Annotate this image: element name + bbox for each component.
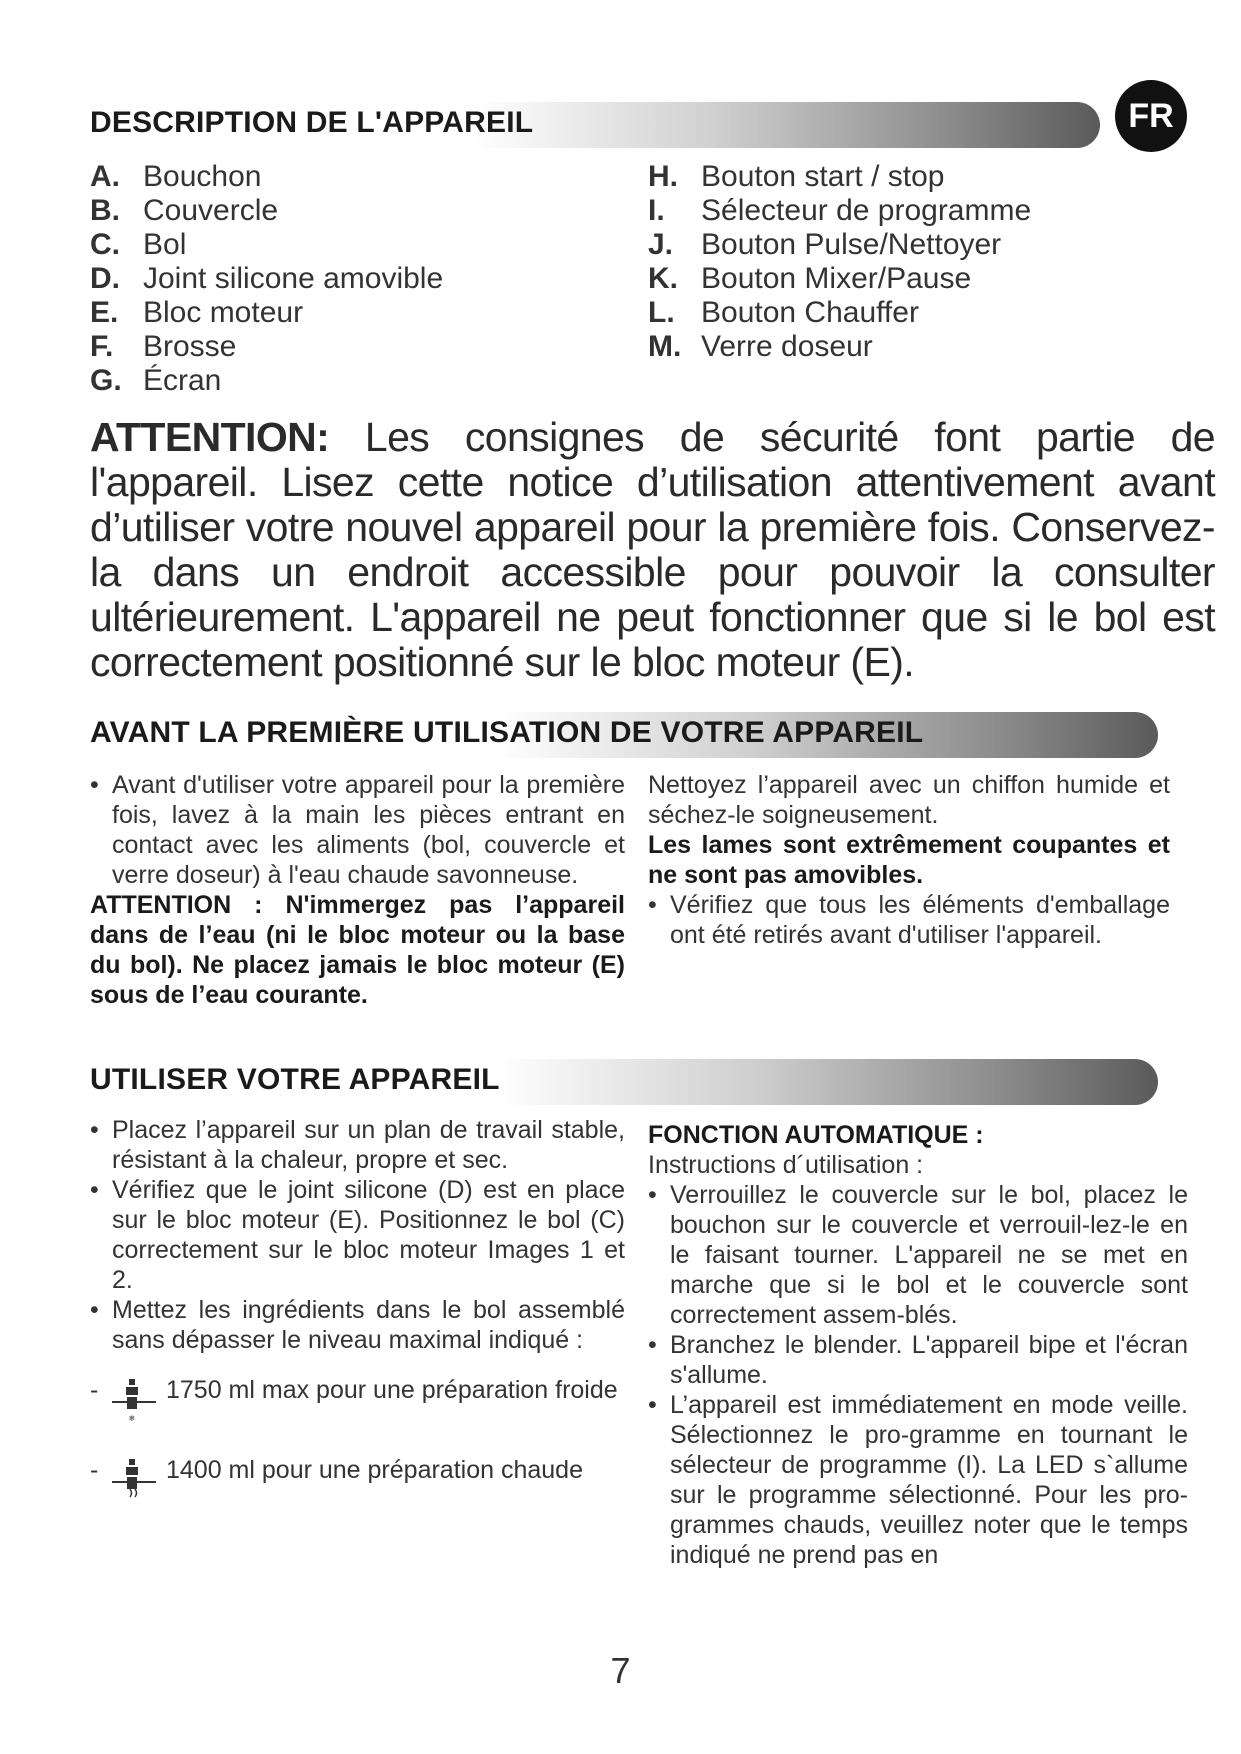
cleaning-instruction: Nettoyez l’appareil avec un chiffon humide et séchez-le soigneusement.	[648, 771, 1170, 829]
list-item: C. Bol	[90, 228, 187, 261]
list-item: • Vérifiez que tous les éléments d'emballage ont été retirés avant d'utiliser l'appareil.	[648, 890, 1170, 950]
list-item: B. Couvercle	[90, 194, 279, 227]
blades-warning: Les lames sont extrêmement coupantes et ne sont pas amovibles.	[648, 831, 1170, 889]
cold-preparation-icon	[108, 1375, 160, 1427]
section-title-first-use: AVANT LA PREMIÈRE UTILISATION DE VOTRE APPAREIL	[90, 716, 924, 749]
first-use-left-column	[90, 770, 625, 1010]
first-use-right-column	[648, 770, 1170, 950]
auto-function-subtitle: Instructions d´utilisation :	[648, 1151, 924, 1179]
list-item: A. Bouchon	[90, 160, 262, 193]
list-item: H. Bouton start / stop	[648, 160, 945, 193]
attention-text: Les consignes de sécurité font partie de l'appareil. Lisez cette notice d’utilisation attentivement avant d’utiliser votre nouvel appareil pour la première fois. Conservez-la dans un endroit accessible pour pouvoir la consulter ultérieurement. L'appareil ne peut fonctionner que si le bol est correctement positionné sur le bloc moteur (E).	[90, 414, 1215, 685]
section-title-using: UTILISER VOTRE APPAREIL	[90, 1063, 500, 1096]
list-item: J. Bouton Pulse/Nettoyer	[648, 228, 1002, 261]
svg-text:❄: ❄	[128, 1414, 136, 1423]
list-item: • L’appareil est immédiatement en mode veille. Sélectionnez le pro-gramme en tournant le sélecteur de programme (I). La LED s`allume sur le programme sélectionné. Pour les pro-grammes chauds, veuillez noter que le temps indiqué ne prend pas en	[648, 1390, 1188, 1570]
list-item: I. Sélecteur de programme	[648, 194, 1032, 227]
using-left-column	[90, 1115, 625, 1507]
list-item: • Vérifiez que le joint silicone (D) est en place sur le bloc moteur (E). Positionnez le bol (C) correctement sur le bloc moteur Images 1 et 2.	[90, 1175, 625, 1295]
hot-level-item	[90, 1455, 625, 1507]
dash: -	[90, 1456, 99, 1484]
list-item: F. Brosse	[90, 330, 237, 363]
safety-attention-paragraph	[90, 415, 1215, 685]
cold-level-item	[90, 1375, 625, 1427]
immersion-warning: ATTENTION : N'immergez pas l’appareil dans de l’eau (ni le bloc moteur ou la base du bol). Ne placez jamais le bloc moteur (E) sous de l’eau courante.	[90, 891, 625, 1009]
list-item: • Branchez le blender. L'appareil bipe et l'écran s'allume.	[648, 1330, 1188, 1390]
list-item: • Verrouillez le couvercle sur le bol, placez le bouchon sur le couvercle et verrouil-lez-le en le faisant tourner. L'appareil ne se met en marche que si le bol et le couvercle sont correctement assem-blés.	[648, 1180, 1188, 1330]
using-right-column	[648, 1120, 1188, 1570]
dash: -	[90, 1376, 99, 1404]
list-item: K. Bouton Mixer/Pause	[648, 262, 972, 295]
section-title-description: DESCRIPTION DE L'APPAREIL	[90, 106, 534, 139]
parts-list-right	[648, 160, 1031, 364]
page-number: 7	[610, 1650, 631, 1691]
list-item: L. Bouton Chauffer	[648, 296, 919, 329]
list-item: G. Écran	[90, 364, 222, 397]
list-item: • Placez l’appareil sur un plan de travail stable, résistant à la chaleur, propre et sec.	[90, 1115, 625, 1175]
list-item: M. Verre doseur	[648, 330, 873, 363]
auto-function-title: FONCTION AUTOMATIQUE :	[648, 1121, 984, 1149]
list-item: D. Joint silicone amovible	[90, 262, 444, 295]
language-badge: FR	[1115, 80, 1187, 152]
list-item: • Avant d'utiliser votre appareil pour la première fois, lavez à la main les pièces entrant en contact avec les aliments (bol, couvercle et verre doseur) à l'eau chaude savonneuse.	[90, 770, 625, 890]
hot-preparation-icon	[108, 1455, 160, 1507]
list-item: E. Bloc moteur	[90, 296, 304, 329]
cold-level-text: 1750 ml max pour une préparation froide	[166, 1376, 618, 1404]
list-item: • Mettez les ingrédients dans le bol assemblé sans dépasser le niveau maximal indiqué :	[90, 1295, 625, 1355]
hot-level-text: 1400 ml pour une préparation chaude	[166, 1456, 583, 1484]
attention-label: ATTENTION:	[90, 414, 330, 460]
parts-list-left	[90, 160, 443, 398]
